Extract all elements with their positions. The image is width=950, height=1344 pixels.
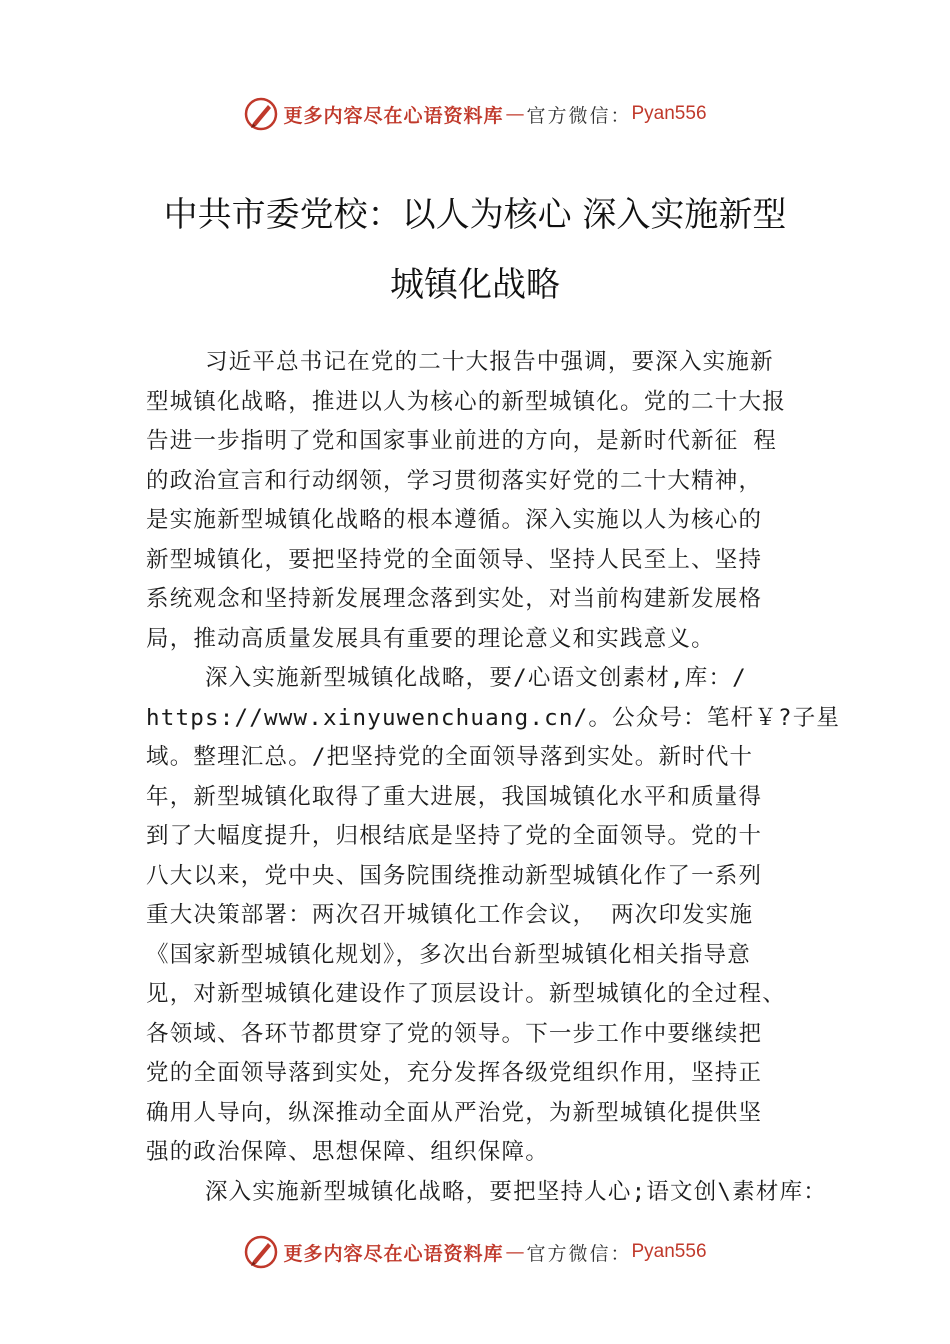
title-line-2: 城镇化战略 (390, 265, 560, 305)
body-line: 党的全面领导落到实处，充分发挥各级党组织作用，坚持正 (146, 1060, 763, 1086)
body-line: 强的政治保障、思想保障、组织保障。 (146, 1139, 549, 1165)
page-title (0, 180, 950, 320)
body-line: 到了大幅度提升，归根结底是坚持了党的全面领导。党的十 (146, 823, 763, 849)
article-body (146, 343, 846, 1212)
banner-wechat-id: Pyan556 (631, 1241, 707, 1262)
body-line: 见，对新型城镇化建设作了顶层设计。新型城镇化的全过程、 (146, 981, 786, 1007)
body-line: 是实施新型城镇化战略的根本遵循。深入实施以人为核心的 (146, 507, 763, 533)
header-banner (0, 92, 950, 136)
banner-text: 更多内容尽在心语资料库 (283, 104, 504, 127)
banner-label: 官方微信： (526, 1242, 632, 1265)
body-line: https://www.xinyuwenchuang.cn/。公众号：笔杆￥?子星 (146, 704, 841, 731)
banner-dash: — (505, 1241, 525, 1263)
body-line: 新型城镇化，要把坚持党的全面领导、坚持人民至上、坚持 (146, 546, 763, 573)
body-line: 八大以来，党中央、国务院围绕推动新型城镇化作了一系列 (146, 862, 763, 889)
title-line-1: 中共市委党校：以人为核心 深入实施新型 (163, 195, 787, 235)
body-line: 深入实施新型城镇化战略，要把坚持人心;语文创\素材库： (146, 1178, 827, 1205)
body-line: 《国家新型城镇化规划》，多次出台新型城镇化相关指导意 (146, 941, 751, 968)
footer-banner (0, 1230, 950, 1274)
banner-wechat-id: Pyan556 (631, 103, 707, 124)
body-line: 深入实施新型城镇化战略，要/心语文创素材,库：/ (146, 665, 747, 691)
body-line: 重大决策部署：两次召开城镇化工作会议， 两次印发实施 (146, 902, 754, 928)
pen-logo-icon (243, 96, 279, 132)
body-line: 各领域、各环节都贯穿了党的领导。下一步工作中要继续把 (146, 1020, 763, 1047)
body-line: 系统观念和坚持新发展理念落到实处，对当前构建新发展格 (146, 586, 763, 612)
body-line: 确用人导向，纵深推动全面从严治党，为新型城镇化提供坚 (146, 1099, 763, 1126)
body-line: 域。整理汇总。/把坚持党的全面领导落到实处。新时代十 (146, 744, 754, 770)
body-line: 告进一步指明了党和国家事业前进的方向，是新时代新征 程 (146, 428, 777, 454)
body-line: 的政治宣言和行动纲领，学习贯彻落实好党的二十大精神， (146, 467, 763, 494)
body-line: 年，新型城镇化取得了重大进展，我国城镇化水平和质量得 (146, 783, 763, 810)
banner-label: 官方微信： (526, 104, 632, 127)
banner-text: 更多内容尽在心语资料库 (283, 1242, 504, 1265)
banner-dash: — (505, 103, 525, 125)
body-line: 型城镇化战略，推进以人为核心的新型城镇化。党的二十大报 (146, 388, 786, 415)
body-line: 习近平总书记在党的二十大报告中强调，要深入实施新 (146, 349, 774, 375)
body-line: 局，推动高质量发展具有重要的理论意义和实践意义。 (146, 625, 715, 652)
pen-logo-icon (243, 1234, 279, 1270)
